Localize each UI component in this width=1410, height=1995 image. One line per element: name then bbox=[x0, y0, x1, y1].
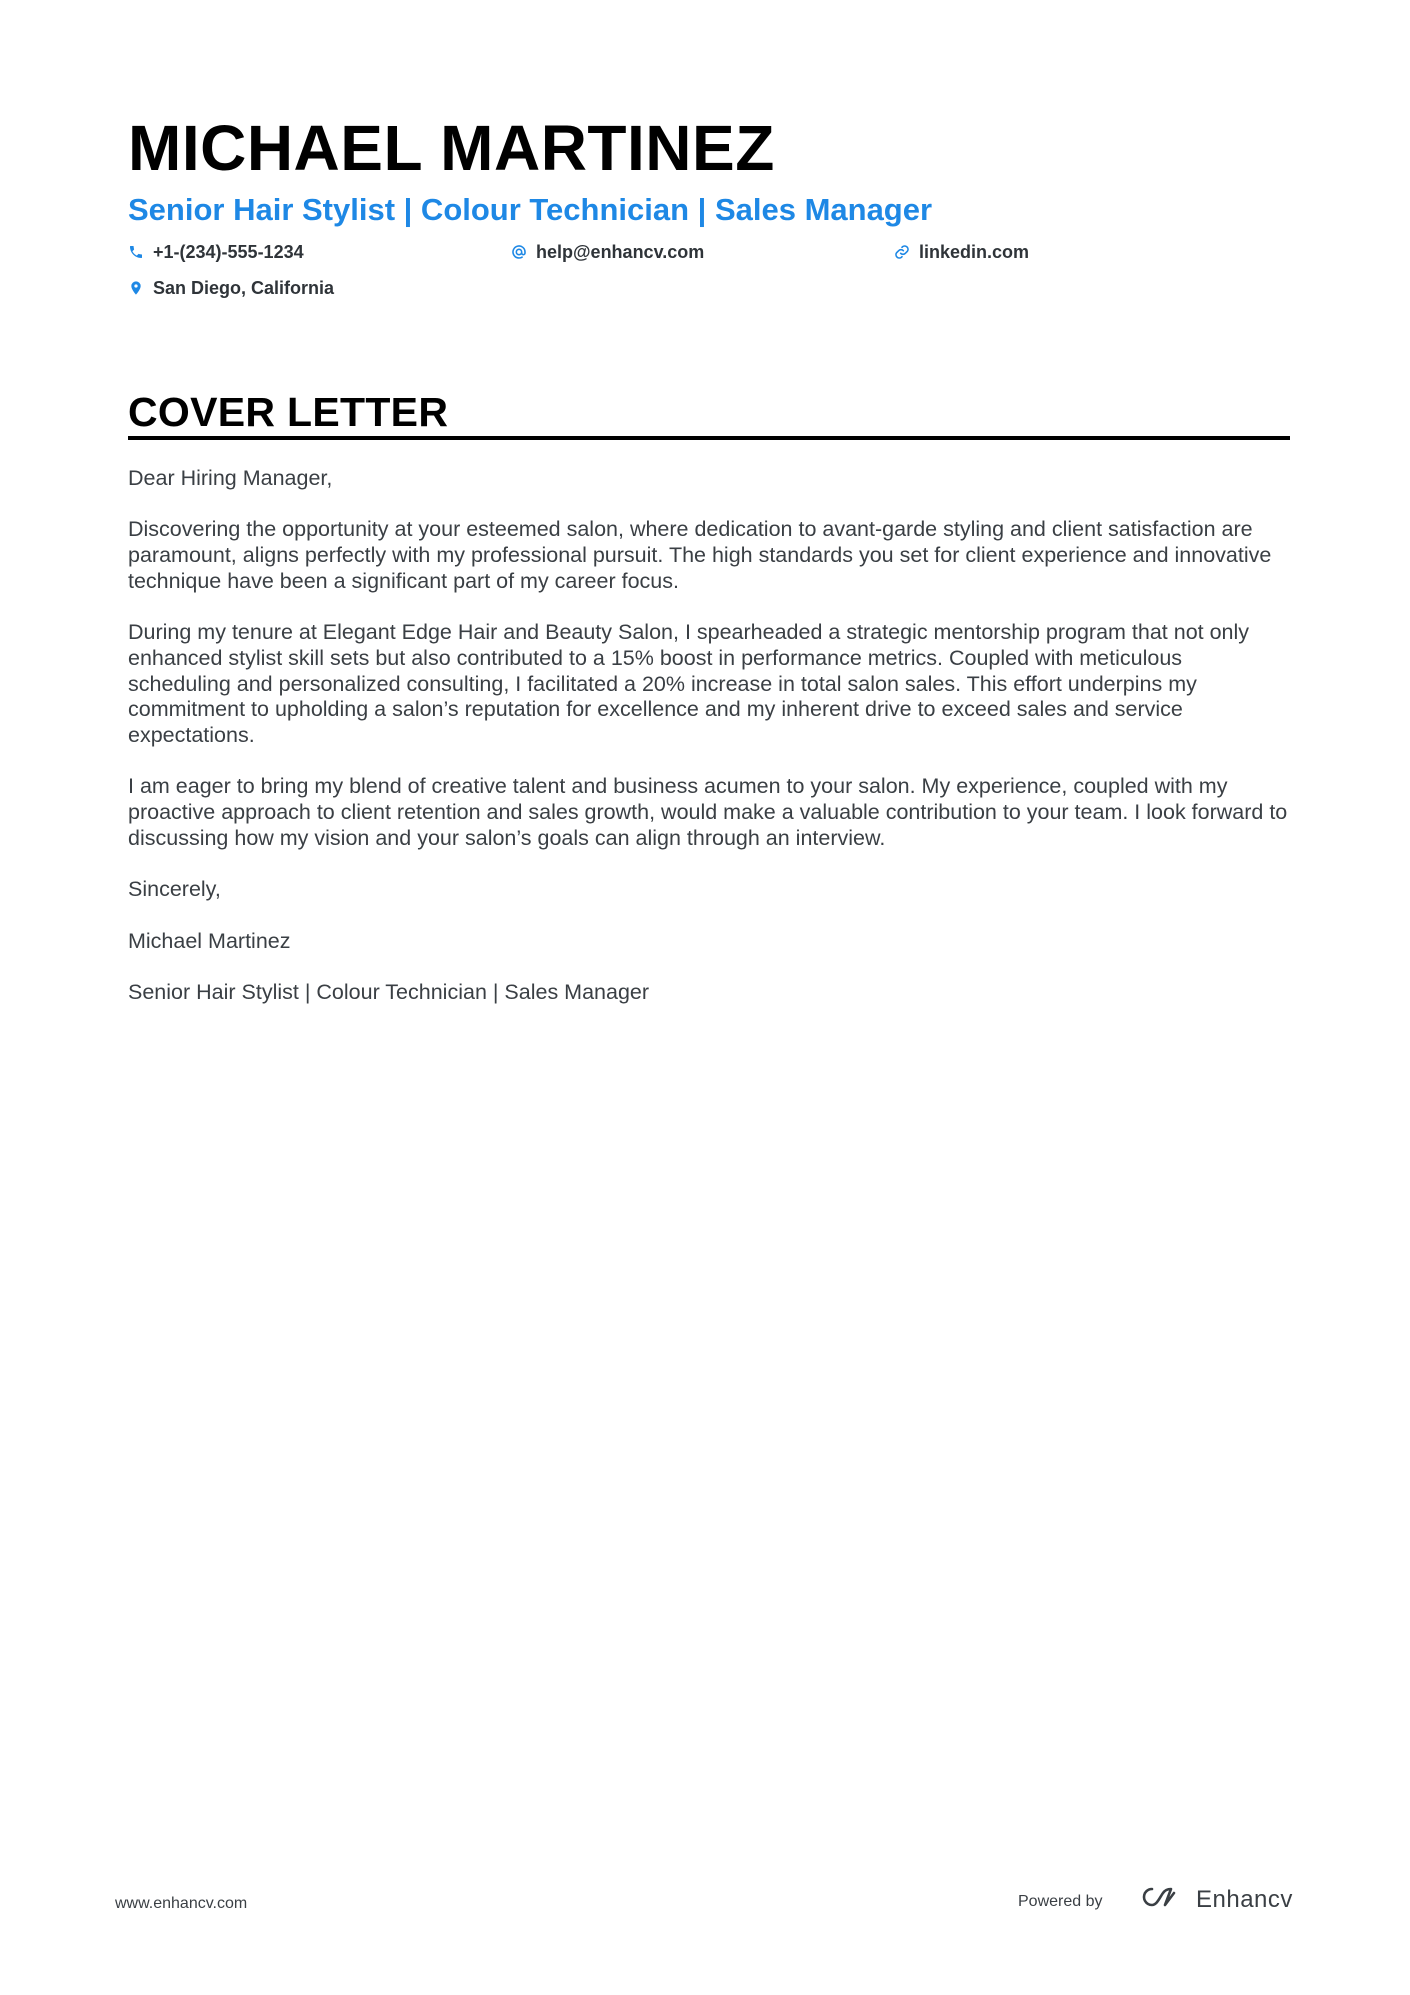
section-title: COVER LETTER bbox=[128, 389, 449, 435]
signature-title: Senior Hair Stylist | Colour Technician | Sales Manager bbox=[128, 979, 650, 1004]
letter-closing: Sincerely, bbox=[128, 877, 221, 902]
powered-by-label: Powered by bbox=[1018, 1893, 1103, 1910]
website-text[interactable]: linkedin.com bbox=[919, 242, 1030, 262]
contact-website[interactable] bbox=[894, 240, 1029, 264]
contact-email[interactable] bbox=[511, 240, 704, 264]
email-text[interactable]: help@enhancv.com bbox=[536, 242, 705, 262]
enhancv-logo-icon bbox=[1138, 1884, 1184, 1915]
letter-body bbox=[128, 466, 1290, 1031]
signature-name: Michael Martinez bbox=[128, 928, 291, 953]
letter-paragraph: During my tenure at Elegant Edge Hair and Beauty Salon, I spearheaded a strategic mentorship program that not only enhanced stylist skill sets but also contributed to a 15% boost in performance metrics. Coupled with meticulous scheduling and personalized consulting, I facilitated a 20% increase in total salon sales. This effort underpins my commitment to upholding a salon’s reputation for excellence and my inherent drive to exceed sales and service expectations. bbox=[128, 620, 1250, 747]
letter-paragraph: I am eager to bring my blend of creative talent and business acumen to your salon. My experience, coupled with my proactive approach to client retention and sales growth, would make a valuable contribution to your team. I look forward to discussing how my vision and your salon’s goals can align through an interview. bbox=[128, 774, 1288, 850]
brand-logo[interactable] bbox=[1138, 1884, 1293, 1915]
location-text: San Diego, California bbox=[153, 278, 335, 298]
phone-text: +1-(234)-555-1234 bbox=[153, 242, 304, 262]
section-divider bbox=[128, 436, 1290, 440]
brand-name: Enhancv bbox=[1196, 1885, 1293, 1913]
contact-location bbox=[128, 276, 334, 300]
phone-icon bbox=[128, 244, 144, 260]
at-icon bbox=[511, 244, 527, 260]
candidate-title: Senior Hair Stylist | Colour Technician | Sales Manager bbox=[128, 192, 933, 227]
link-icon bbox=[894, 244, 910, 260]
footer-url[interactable]: www.enhancv.com bbox=[115, 1895, 248, 1912]
letter-paragraph: Discovering the opportunity at your esteemed salon, where dedication to avant-garde styling and client satisfaction are paramount, aligns perfectly with my professional pursuit. The high standards you set for client experience and innovative technique have been a significant part of my career focus. bbox=[128, 517, 1272, 593]
location-pin-icon bbox=[128, 280, 144, 296]
letter-greeting: Dear Hiring Manager, bbox=[128, 466, 333, 490]
candidate-name: MICHAEL MARTINEZ bbox=[128, 112, 775, 184]
contact-phone bbox=[128, 240, 304, 264]
